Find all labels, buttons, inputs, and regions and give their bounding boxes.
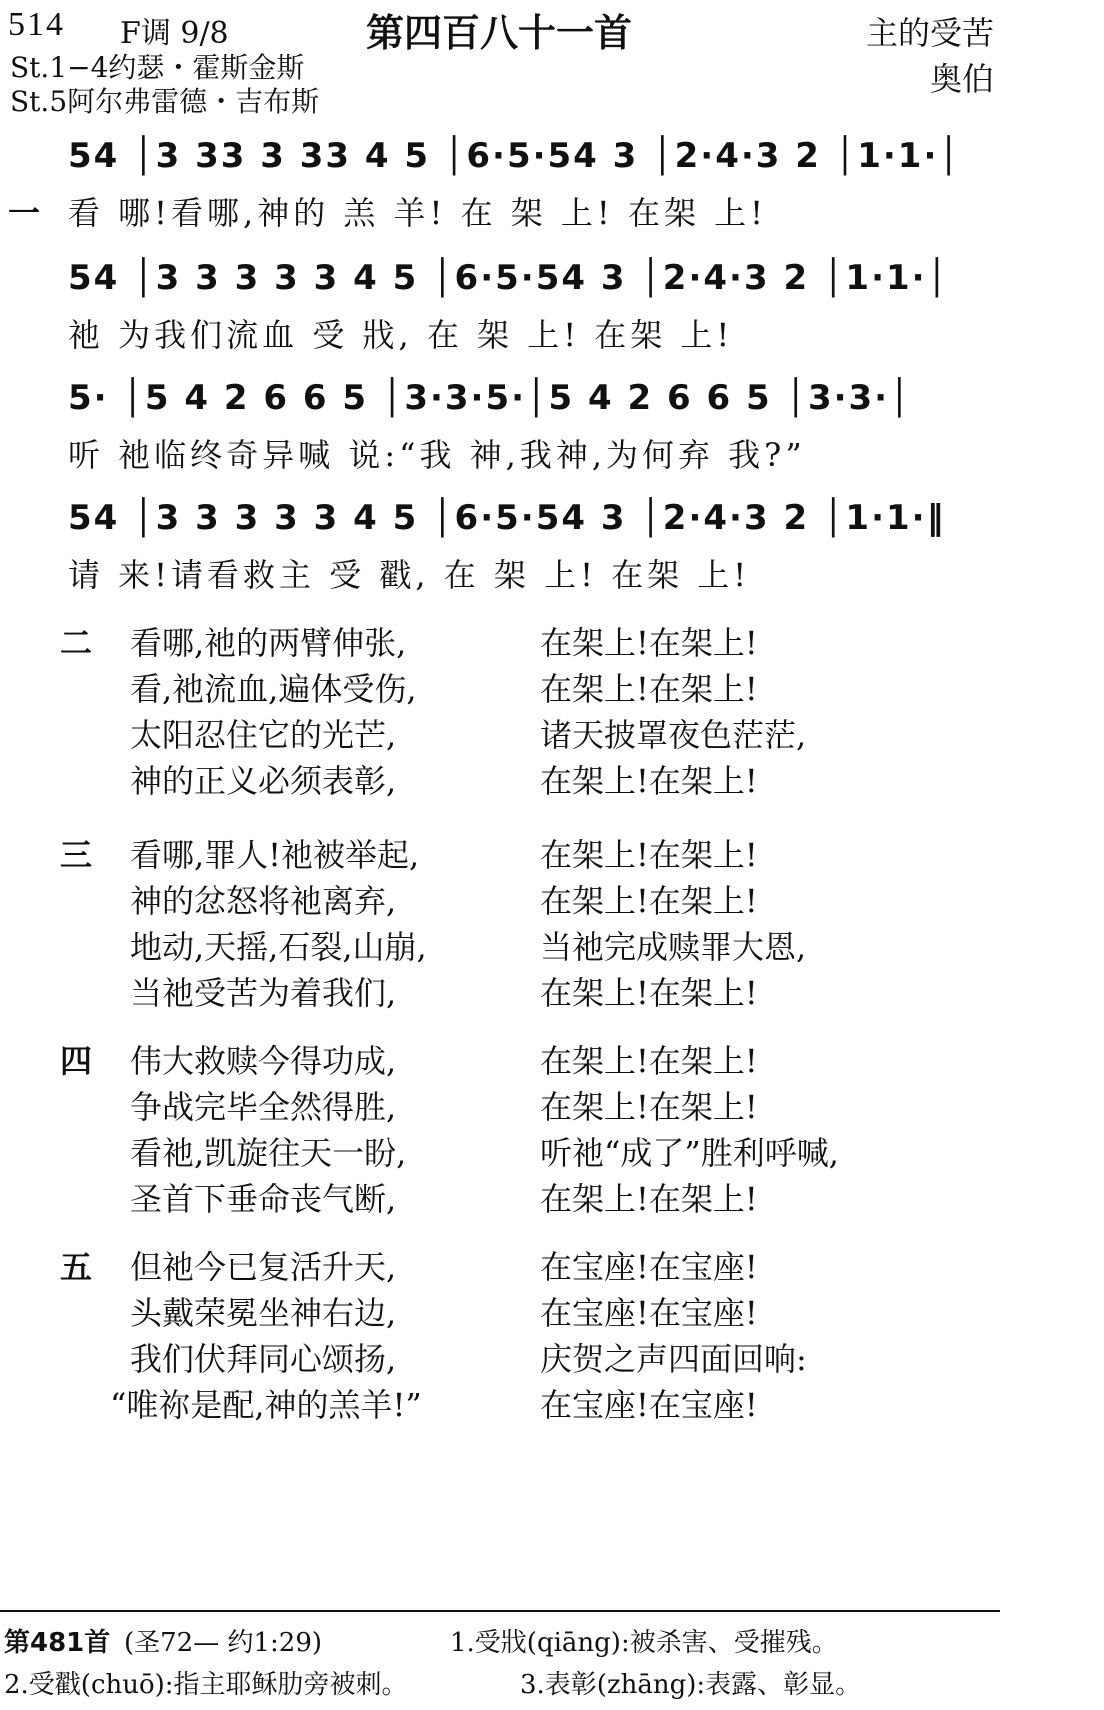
footer-note-2: 2.受戳(chuō):指主耶稣肋旁被刺。	[4, 1670, 408, 1700]
verse-refrain: 在宝座!在宝座!	[540, 1248, 758, 1286]
verse-line: 我们伏拜同心颂扬,	[130, 1340, 397, 1378]
verse-refrain: 在架上!在架上!	[540, 762, 758, 800]
verse-line: 神的忿怒将祂离弃,	[130, 882, 397, 920]
verse-refrain: 庆贺之声四面回响:	[540, 1340, 807, 1378]
score-system-3	[10, 378, 1010, 498]
verse-mark: 一	[8, 194, 45, 232]
credit-line-2: St.5阿尔弗雷德・吉布斯	[10, 85, 320, 118]
footer-note-3: 3.表彰(zhāng):表露、彰显。	[520, 1670, 862, 1700]
notation-line: 5· │5 4 2 6 6 5 │3·3·5·│5 4 2 6 6 5 │3·3·│	[68, 378, 912, 418]
verse-number: 三	[60, 836, 93, 874]
page-title: 第四百八十一首	[366, 11, 633, 55]
hymn-subject: 主的受苦	[865, 14, 994, 52]
verse-line: 地动,天摇,石裂,山崩,	[130, 928, 427, 966]
verse-line: 头戴荣冕坐神右边,	[130, 1294, 397, 1332]
credit-line-1: St.1−4约瑟・霍斯金斯	[10, 51, 305, 84]
verse-refrain: 在架上!在架上!	[540, 624, 758, 662]
verse-4	[60, 1036, 1020, 1236]
verse-line: 太阳忍住它的光芒,	[130, 716, 397, 754]
verse-3	[60, 830, 1020, 1030]
lyric-line: 听 祂临终奇异喊 说:“我 神,我神,为何弃 我?”	[68, 436, 806, 474]
lyric-line: 看 哪!看哪,神的 羔 羊! 在 架 上! 在架 上!	[68, 194, 767, 232]
verse-line: 神的正义必须表彰,	[130, 762, 397, 800]
verse-refrain: 在架上!在架上!	[540, 1042, 758, 1080]
verse-line: 但祂今已复活升天,	[130, 1248, 397, 1286]
verse-5	[60, 1242, 1020, 1442]
verse-refrain: 在架上!在架上!	[540, 670, 758, 708]
key-signature: F调 9/8	[120, 16, 229, 51]
verse-refrain: 在宝座!在宝座!	[540, 1386, 758, 1424]
score-system-1	[10, 136, 1010, 256]
verse-line: 看祂,凯旋往天一盼,	[130, 1134, 407, 1172]
verse-line: 圣首下垂命丧气断,	[130, 1180, 397, 1218]
verse-line: 伟大救赎今得功成,	[130, 1042, 397, 1080]
verse-refrain: 在架上!在架上!	[540, 1088, 758, 1126]
notation-line: 54 │3 3 3 3 3 4 5 │6·5·54 3 │2·4·3 2 │1·1·‖	[68, 498, 946, 538]
footer-ref: 第481首	[4, 1628, 111, 1658]
notation-line: 54 │3 3 3 3 3 4 5 │6·5·54 3 │2·4·3 2 │1·1·│	[68, 258, 950, 298]
verse-number: 五	[60, 1248, 93, 1286]
footer-divider	[0, 1610, 1000, 1612]
verse-refrain: 在架上!在架上!	[540, 836, 758, 874]
footer-scripture: (圣72— 约1:29)	[124, 1628, 323, 1658]
verse-refrain: 在宝座!在宝座!	[540, 1294, 758, 1332]
verse-line: 看哪,罪人!祂被举起,	[130, 836, 420, 874]
verse-number: 二	[60, 624, 93, 662]
verse-refrain: 在架上!在架上!	[540, 882, 758, 920]
score-system-2	[10, 258, 1010, 378]
verse-line: 当祂受苦为着我们,	[130, 974, 397, 1012]
verse-line: 争战完毕全然得胜,	[130, 1088, 397, 1126]
verse-2	[60, 618, 1020, 818]
score-system-4	[10, 498, 1010, 618]
lyric-line: 请 来!请看救主 受 戳, 在 架 上! 在架 上!	[68, 556, 751, 594]
verse-refrain: 当祂完成赎罪大恩,	[540, 928, 807, 966]
hymn-number: 514	[8, 6, 65, 43]
verse-refrain: 听祂“成了”胜利呼喊,	[540, 1134, 839, 1172]
verse-number: 四	[60, 1042, 93, 1080]
tune-name: 奥伯	[929, 60, 994, 98]
verse-refrain: 诸天披罩夜色茫茫,	[540, 716, 807, 754]
footer-note-1: 1.受戕(qiāng):被杀害、受摧残。	[450, 1628, 838, 1658]
verse-refrain: 在架上!在架上!	[540, 974, 758, 1012]
notation-line: 54 │3 33 3 33 4 5 │6·5·54 3 │2·4·3 2 │1·1·│	[68, 136, 961, 176]
lyric-line: 祂 为我们流血 受 戕, 在 架 上! 在架 上!	[68, 316, 734, 354]
verse-line: “唯祢是配,神的羔羊!”	[110, 1386, 422, 1424]
verse-line: 看,祂流血,遍体受伤,	[130, 670, 417, 708]
verse-line: 看哪,祂的两臂伸张,	[130, 624, 407, 662]
verse-refrain: 在架上!在架上!	[540, 1180, 758, 1218]
